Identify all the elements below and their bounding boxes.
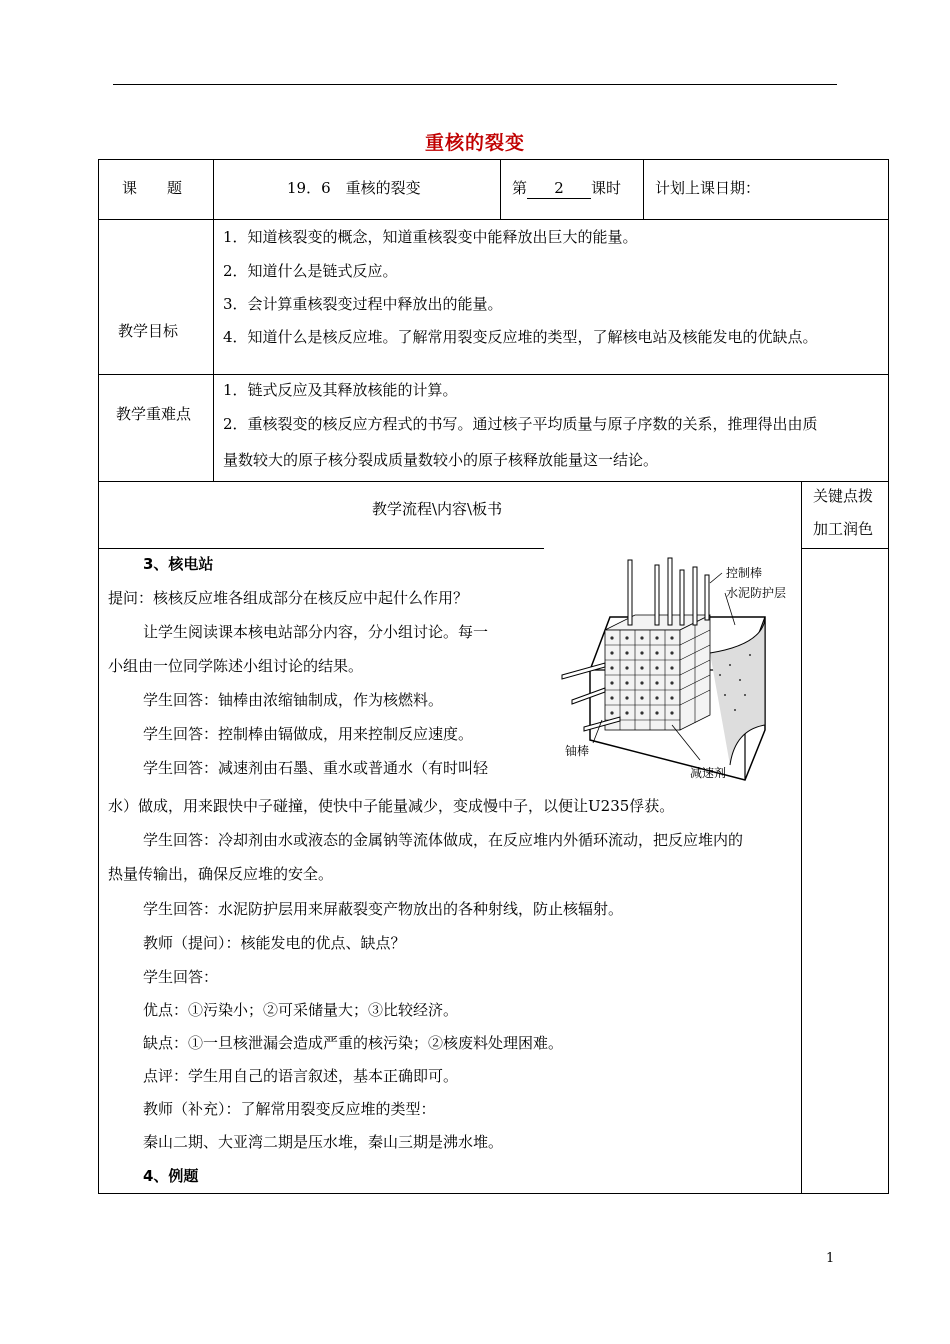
reactor-diagram	[560, 555, 800, 785]
content-line: 点评：学生用自己的语言叙述，基本正确即可。	[143, 1067, 459, 1085]
content-line: 教师（补充）：了解常用裂变反应堆的类型：	[143, 1100, 436, 1118]
objective-item: 3．会计算重核裂变过程中释放出的能量。	[223, 295, 503, 313]
content-line: 教师（提问）：核能发电的优点、缺点？	[143, 934, 406, 952]
plan-date-label: 计划上课日期：	[655, 179, 761, 197]
side-header-1: 关键点拨	[813, 487, 874, 505]
content-line: 学生回答：水泥防护层用来屏蔽裂变产物放出的各种射线，防止核辐射。	[143, 900, 624, 918]
objective-item: 2．知道什么是链式反应。	[223, 262, 398, 280]
key-point-line: 1．链式反应及其释放核能的计算。	[223, 381, 458, 399]
key-point-line: 量数较大的原子核分裂成质量数较小的原子核释放能量这一结论。	[223, 451, 659, 469]
key-point-line: 2．重核裂变的核反应方程式的书写。通过核子平均质量与原子序数的关系，推理得出由质	[223, 415, 818, 433]
content-line: 学生回答：控制棒由镉做成，用来控制反应速度。	[143, 725, 474, 743]
content-line: 秦山二期、大亚湾二期是压水堆，秦山三期是沸水堆。	[143, 1133, 504, 1151]
flow-header: 教学流程\内容\板书	[372, 500, 503, 518]
document-title: 重核的裂变	[424, 132, 525, 154]
content-line: 提问：核核反应堆各组成部分在核反应中起什么作用？	[108, 589, 469, 607]
content-line: 让学生阅读课本核电站部分内容，分小组讨论。每一	[143, 623, 489, 641]
content-line: 水）做成，用来跟快中子碰撞，使快中子能量减少，变成慢中子，以便让U235俘获。	[108, 797, 675, 815]
key-points-label: 教学重难点	[116, 405, 192, 423]
lesson-prefix: 第	[512, 179, 528, 197]
topic-value: 19．6 重核的裂变	[287, 179, 421, 197]
content-line: 学生回答：减速剂由石墨、重水或普通水（有时叫轻	[143, 759, 489, 777]
side-header-2: 加工润色	[813, 520, 874, 538]
topic-label: 课 题	[122, 179, 183, 197]
objectives-label: 教学目标	[118, 322, 179, 340]
content-line: 缺点：①一旦核泄漏会造成严重的核污染；②核废料处理困难。	[143, 1034, 564, 1052]
content-line: 学生回答：冷却剂由水或液态的金属钠等流体做成，在反应堆内外循环流动，把反应堆内的	[143, 831, 744, 849]
content-line: 学生回答：	[143, 968, 219, 986]
label-moderator: 减速剂	[690, 766, 727, 780]
section-heading: 4、例题	[143, 1167, 199, 1185]
content-line: 热量传输出，确保反应堆的安全。	[108, 865, 334, 883]
page-number: 1	[826, 1251, 835, 1266]
content-line: 学生回答：铀棒由浓缩铀制成，作为核燃料。	[143, 691, 444, 709]
objective-item: 1．知道核裂变的概念，知道重核裂变中能释放出巨大的能量。	[223, 228, 638, 246]
section-heading: 3、核电站	[143, 555, 214, 573]
content-line: 优点：①污染小；②可采储量大；③比较经济。	[143, 1001, 459, 1019]
label-uranium-rod: 铀棒	[565, 744, 590, 758]
lesson-number: 2	[527, 178, 591, 199]
content-line: 小组由一位同学陈述小组讨论的结果。	[108, 657, 364, 675]
header-rule	[113, 84, 837, 85]
label-control-rod: 控制棒	[726, 566, 763, 580]
label-cement-layer: 水泥防护层	[726, 586, 787, 600]
lesson-suffix: 课时	[591, 179, 622, 197]
lesson-count	[512, 178, 621, 199]
objective-item: 4．知道什么是核反应堆。了解常用裂变反应堆的类型，了解核电站及核能发电的优缺点。	[223, 328, 818, 346]
